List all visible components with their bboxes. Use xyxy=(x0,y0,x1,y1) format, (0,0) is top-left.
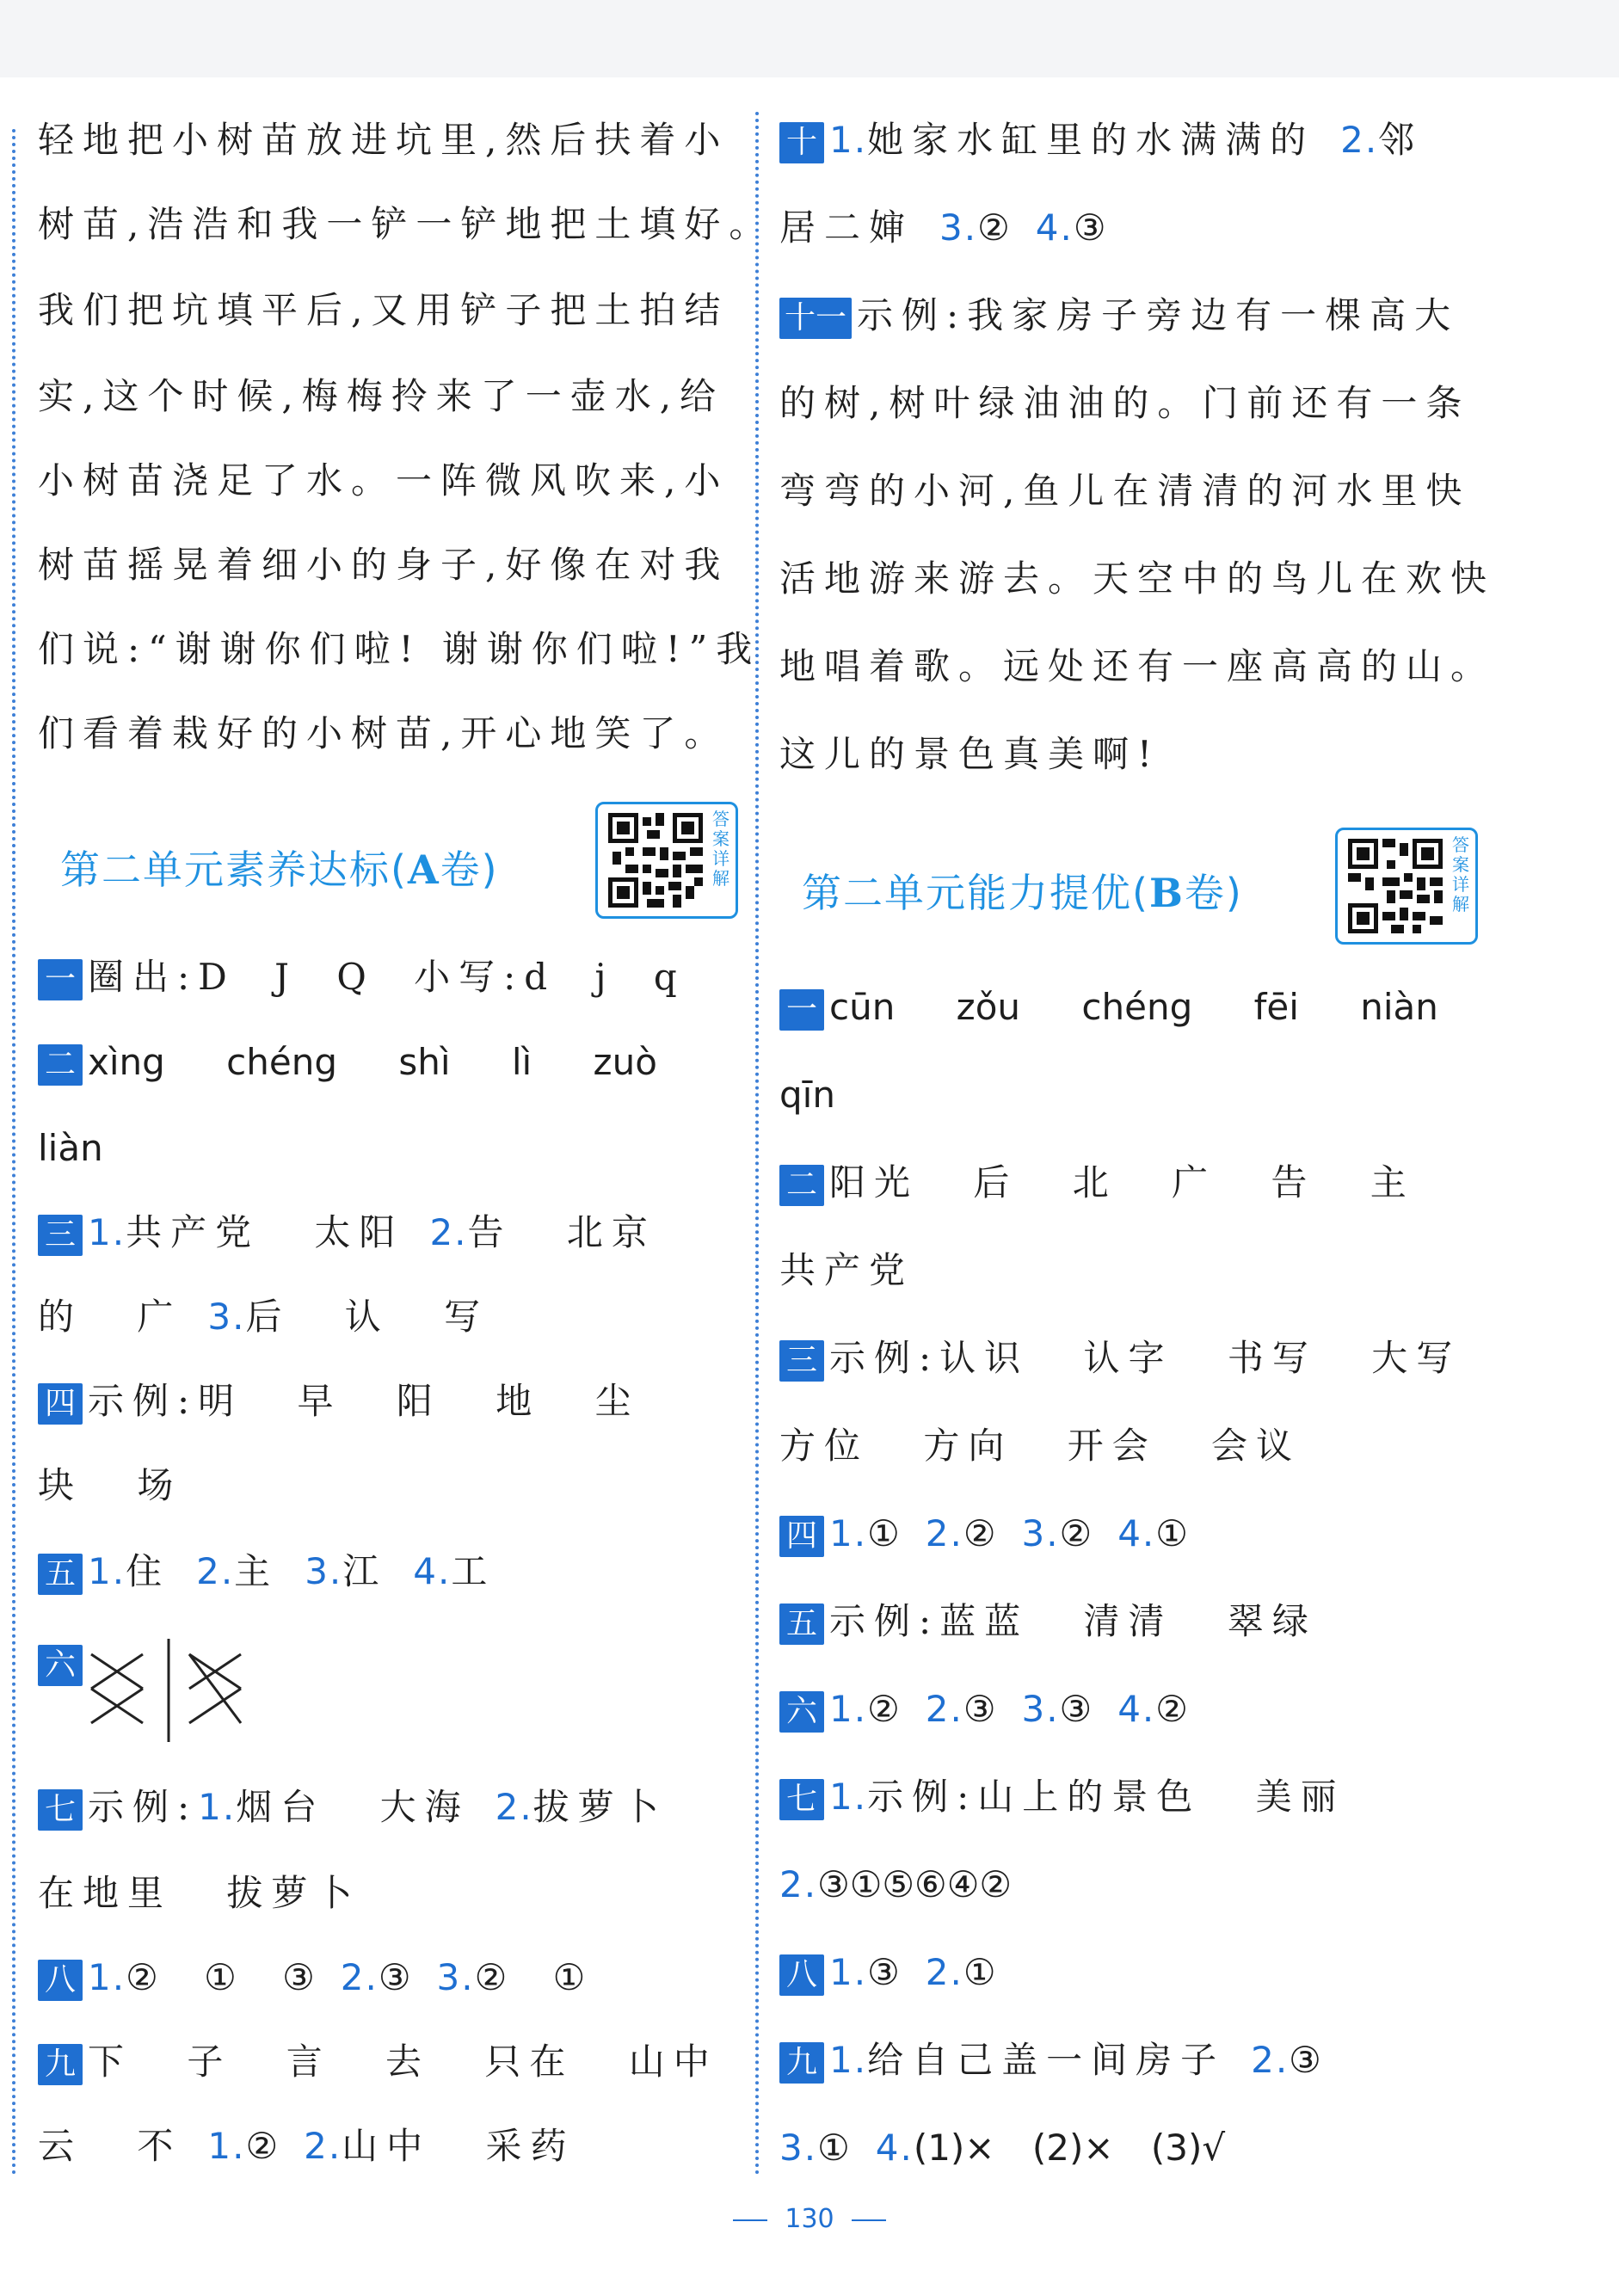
passage-line: 我们把坑填平后,又用铲子把土拍结 xyxy=(38,289,729,331)
answer-5 xyxy=(38,1550,496,1595)
item-answer: ② xyxy=(1059,1512,1093,1554)
question-tag: 二 xyxy=(779,1165,824,1206)
question-tag: 七 xyxy=(779,1779,824,1820)
question-tag: 四 xyxy=(779,1516,824,1557)
left-margin-rule xyxy=(12,129,15,2176)
item-number: 1. xyxy=(829,1776,868,1818)
item-answer: (1)× (2)× (3)√ xyxy=(913,2127,1226,2169)
answer-b2-cont: 共产党 xyxy=(779,1249,914,1291)
item-answer: ① xyxy=(867,1512,900,1554)
passage-line: 树苗,浩浩和我一铲一铲地把土填好。 xyxy=(38,203,774,245)
question-tag: 九 xyxy=(38,2044,83,2085)
item-number: 2. xyxy=(196,1550,235,1592)
heading-text-end: 卷) xyxy=(440,846,499,893)
page-number-text: 130 xyxy=(785,2204,834,2234)
answer-b5 xyxy=(779,1600,1317,1645)
item-answer: ② xyxy=(1155,1688,1188,1730)
question-tag: 四 xyxy=(38,1383,83,1425)
item-answer: ① xyxy=(817,2127,850,2169)
question-tag: 六 xyxy=(779,1691,824,1733)
answer-6 xyxy=(38,1645,88,1686)
answer-11-line: 活地游来游去。天空中的鸟儿在欢快 xyxy=(779,557,1496,600)
item-number: 1. xyxy=(207,2125,246,2167)
question-tag: 五 xyxy=(779,1604,824,1645)
question-tag: 三 xyxy=(38,1215,83,1256)
item-answer: ③ xyxy=(1059,1688,1093,1730)
passage-line: 小树苗浇足了水。一阵微风吹来,小 xyxy=(38,459,729,502)
item-number: 2. xyxy=(495,1786,533,1828)
answer-b1 xyxy=(779,986,1438,1031)
answer-11-line: 的树,树叶绿油油的。门前还有一条 xyxy=(779,382,1471,424)
item-answer: ② xyxy=(977,206,1010,249)
passage-line: 树苗摇晃着细小的身子,好像在对我 xyxy=(38,544,729,586)
item-number: 3. xyxy=(436,1956,475,1998)
question-tag: 八 xyxy=(38,1960,83,2001)
answer-3 xyxy=(38,1211,656,1256)
item-number: 1. xyxy=(829,1688,868,1730)
qr-code-answer-b[interactable] xyxy=(1335,828,1478,945)
pinyin-answers: xìng chéng shì lì zuò xyxy=(88,1041,657,1083)
item-number: 3. xyxy=(779,2127,818,2169)
answer-b1-cont: qīn xyxy=(779,1074,835,1116)
answer-text: 示例:明 早 阳 地 尘 xyxy=(88,1380,640,1422)
answer-10-cont xyxy=(779,206,1106,249)
answer-9 xyxy=(38,2041,718,2085)
answer-b9 xyxy=(779,2039,1321,2084)
answer-2 xyxy=(38,1041,657,1086)
question-tag: 三 xyxy=(779,1340,824,1382)
item-number: 2. xyxy=(925,1688,963,1730)
item-answer: ③①⑤⑥④② xyxy=(817,1863,1012,1905)
item-number: 2. xyxy=(1251,2039,1290,2081)
answer-text: 下 子 言 去 只在 山中 xyxy=(88,2041,718,2083)
answer-b8 xyxy=(779,1951,996,1996)
answer-b9-cont xyxy=(779,2127,1226,2169)
answer-10 xyxy=(779,119,1424,163)
answer-b3 xyxy=(779,1337,1462,1382)
item-answer: ① xyxy=(963,1951,996,1993)
item-answer: ③ xyxy=(867,1951,900,1993)
item-answer: ② ① ③ xyxy=(126,1956,315,1998)
item-answer: ③ xyxy=(378,1956,411,1998)
qr-code-answer-a[interactable] xyxy=(595,802,738,919)
center-column-rule xyxy=(755,112,759,2176)
matching-lines-diagram xyxy=(86,1639,258,1742)
section-heading-b xyxy=(802,862,1243,919)
item-number: 2. xyxy=(1340,119,1379,161)
question-tag: 二 xyxy=(38,1044,83,1086)
item-answer: 她家水缸里的水满满的 xyxy=(867,119,1315,161)
answer-8 xyxy=(38,1956,586,2001)
qr-code-icon xyxy=(608,813,703,908)
heading-text-end: 卷) xyxy=(1184,870,1243,916)
qr-caption: 答案详解 xyxy=(712,809,729,889)
question-tag: 十 xyxy=(779,122,824,163)
answer-1 xyxy=(38,956,686,1000)
item-answer: ③ xyxy=(1073,206,1106,249)
passage-line: 轻地把小树苗放进坑里,然后扶着小 xyxy=(38,119,729,161)
answer-7-cont: 在地里 拔萝卜 xyxy=(38,1872,361,1914)
item-number: 4. xyxy=(1117,1688,1156,1730)
question-tag: 八 xyxy=(779,1954,824,1996)
answer-4-cont: 块 场 xyxy=(38,1464,182,1506)
answer-text: 示例:认识 认字 书写 大写 xyxy=(829,1337,1462,1379)
example-prefix: 示例: xyxy=(88,1786,199,1828)
answer-text: 示例:我家房子旁边有一棵高大 xyxy=(857,294,1460,336)
item-number: 2. xyxy=(304,2125,342,2167)
item-number: 1. xyxy=(198,1786,237,1828)
item-answer: 工 xyxy=(451,1550,496,1592)
item-number: 2. xyxy=(779,1863,818,1905)
item-answer: 云 不 xyxy=(38,2125,182,2167)
item-answer: 共产党 太阳 xyxy=(126,1211,404,1253)
item-answer: 邻 xyxy=(1378,119,1424,161)
page-number xyxy=(0,2204,1619,2234)
answer-b3-cont: 方位 方向 开会 会议 xyxy=(779,1425,1302,1467)
question-tag: 一 xyxy=(38,959,83,1000)
item-number: 1. xyxy=(829,119,868,161)
answer-b2 xyxy=(779,1161,1415,1206)
qr-caption: 答案详解 xyxy=(1452,834,1469,914)
item-number: 2. xyxy=(925,1512,963,1554)
item-answer: ② ① xyxy=(474,1956,586,1998)
question-tag: 十一 xyxy=(779,298,852,339)
item-number: 1. xyxy=(829,2039,868,2081)
answer-9-cont xyxy=(38,2125,576,2167)
answer-text: 示例:蓝蓝 清清 翠绿 xyxy=(829,1600,1317,1642)
item-answer: 告 北京 xyxy=(467,1211,656,1253)
answer-3-cont xyxy=(38,1296,489,1338)
answer-b4 xyxy=(779,1512,1188,1557)
item-answer: 住 xyxy=(126,1550,171,1592)
item-answer: 示例:山上的景色 美丽 xyxy=(867,1776,1345,1818)
answer-text: 圈出:D J Q 小写:d j q xyxy=(88,956,686,998)
heading-volume-letter: B xyxy=(1148,870,1185,916)
item-number: 4. xyxy=(1035,206,1074,249)
qr-code-icon xyxy=(1348,839,1443,933)
section-heading-a xyxy=(60,839,499,896)
item-answer: ③ xyxy=(963,1688,996,1730)
page-number-dash xyxy=(852,2219,886,2221)
item-answer: 居二婶 xyxy=(779,206,914,249)
item-answer: ① xyxy=(1155,1512,1188,1554)
passage-line: 们说:“谢谢你们啦! 谢谢你们啦!”我 xyxy=(38,628,761,670)
page-top-band xyxy=(0,0,1619,77)
passage-line: 们看着栽好的小树苗,开心地笑了。 xyxy=(38,712,729,754)
item-answer: ② xyxy=(867,1688,900,1730)
answer-7 xyxy=(38,1786,668,1831)
item-number: 3. xyxy=(1021,1688,1060,1730)
item-number: 1. xyxy=(88,1956,126,1998)
item-answer: 拔萝卜 xyxy=(532,1786,668,1828)
pinyin-answers: cūn zǒu chéng fēi niàn xyxy=(829,986,1438,1028)
heading-text: 第二单元素养达标( xyxy=(60,846,408,893)
item-answer: ③ xyxy=(1289,2039,1321,2081)
answer-2-cont: liàn xyxy=(38,1127,103,1169)
item-number: 3. xyxy=(207,1296,246,1338)
page-number-dash xyxy=(733,2219,767,2221)
answer-11 xyxy=(779,294,1460,339)
question-tag: 五 xyxy=(38,1554,83,1595)
item-answer: ② xyxy=(245,2125,279,2167)
item-number: 1. xyxy=(88,1550,126,1592)
answer-text: 阳光 后 北 广 告 主 xyxy=(829,1161,1415,1203)
question-tag: 一 xyxy=(779,989,824,1031)
answer-4 xyxy=(38,1380,640,1425)
item-answer: ② xyxy=(963,1512,996,1554)
item-answer: 给自己盖一间房子 xyxy=(867,2039,1226,2081)
item-number: 4. xyxy=(413,1550,452,1592)
passage-line: 实,这个时候,梅梅拎来了一壶水,给 xyxy=(38,375,725,417)
item-number: 2. xyxy=(429,1211,468,1253)
item-number: 3. xyxy=(1021,1512,1060,1554)
item-number: 1. xyxy=(829,1512,868,1554)
answer-11-line: 弯弯的小河,鱼儿在清清的河水里快 xyxy=(779,470,1471,512)
item-number: 1. xyxy=(88,1211,126,1253)
question-tag: 六 xyxy=(38,1645,83,1686)
answer-b7-cont xyxy=(779,1863,1012,1905)
answer-11-line: 地唱着歌。远处还有一座高高的山。 xyxy=(779,645,1496,687)
answer-b7 xyxy=(779,1776,1345,1820)
question-tag: 七 xyxy=(38,1789,83,1831)
item-answer: 后 认 写 xyxy=(245,1296,489,1338)
item-number: 4. xyxy=(1117,1512,1156,1554)
item-number: 3. xyxy=(305,1550,343,1592)
heading-volume-letter: A xyxy=(407,846,440,893)
answer-b6 xyxy=(779,1688,1188,1733)
item-number: 2. xyxy=(925,1951,963,1993)
item-answer: 的 广 xyxy=(38,1296,182,1338)
item-number: 2. xyxy=(340,1956,379,1998)
item-number: 3. xyxy=(939,206,978,249)
heading-text: 第二单元能力提优( xyxy=(802,870,1149,916)
item-answer: 山中 采药 xyxy=(342,2125,576,2167)
item-answer: 烟台 大海 xyxy=(236,1786,470,1828)
answer-11-line: 这儿的景色真美啊! xyxy=(779,733,1160,775)
item-answer: 江 xyxy=(342,1550,388,1592)
item-number: 1. xyxy=(829,1951,868,1993)
item-number: 4. xyxy=(875,2127,914,2169)
question-tag: 九 xyxy=(779,2042,824,2084)
item-answer: 主 xyxy=(234,1550,280,1592)
